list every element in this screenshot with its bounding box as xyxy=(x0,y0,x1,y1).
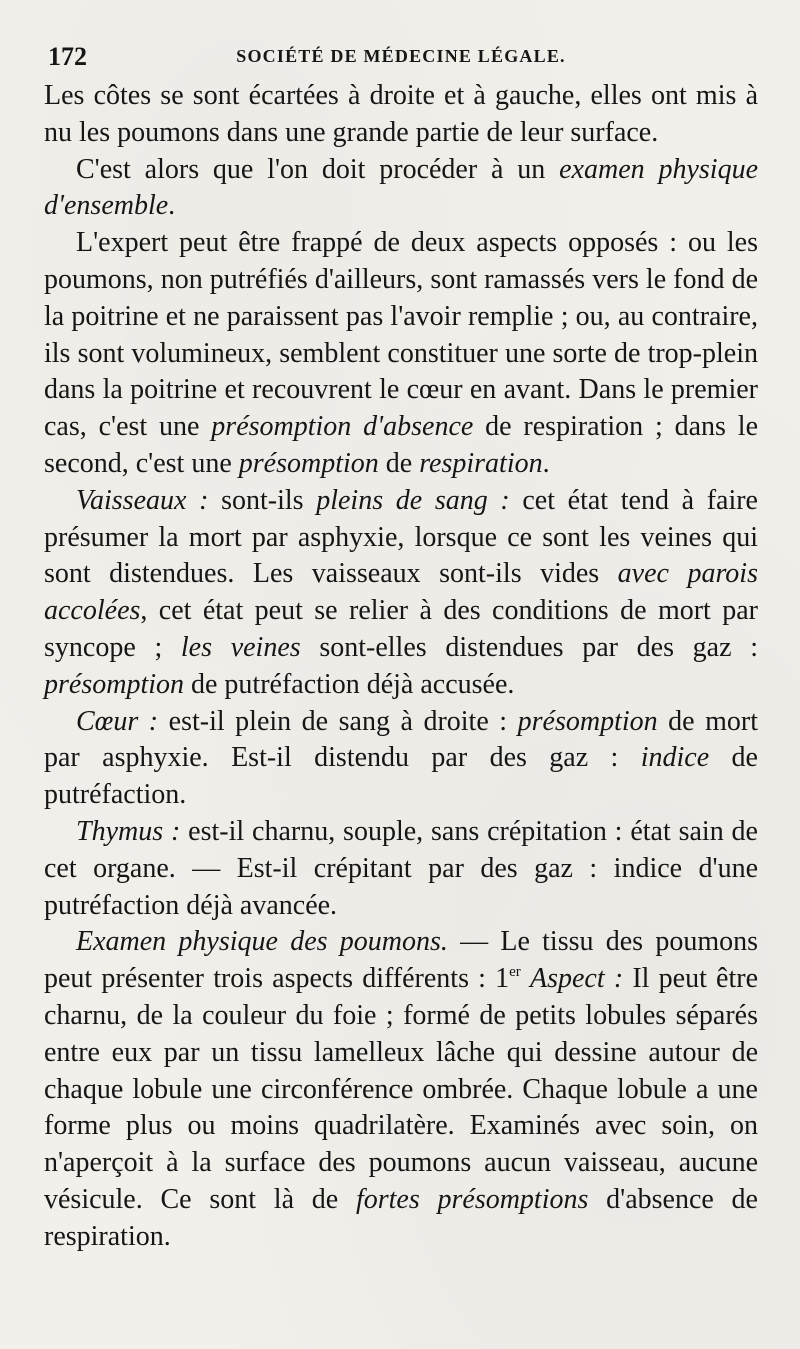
paragraph-thymus: Thymus : est-il charnu, souple, sans crépitation : état sain de cet organe. — Est-il crépitant par des gaz : indice d'une putréfaction déjà avancée. xyxy=(44,815,758,921)
page-number: 172 xyxy=(48,42,87,71)
paragraph-vaisseaux: Vaisseaux : sont-ils pleins de sang : cet état tend à faire présumer la mort par asphyxie, lorsque ce sont les veines qui sont distendues. Les vaisseaux sont-ils vides avec parois accolées, cet état peut se relier à des conditions de mort par syncope ; les veines sont-elles distendues par des gaz : présomption de putréfaction déjà accusée. xyxy=(44,484,758,700)
paragraph-examen-ensemble: C'est alors que l'on doit procéder à un examen physique d'ensemble. xyxy=(44,153,758,222)
paragraph-coeur: Cœur : est-il plein de sang à droite : présomption de mort par asphyxie. Est-il distendu par des gaz : indice de putréfaction. xyxy=(44,705,759,811)
paragraph-examen-poumons: Examen physique des poumons. — Le tissu des poumons peut présenter trois aspects différents : 1er Aspect : Il peut être charnu, de la couleur du foie ; formé de petits lobules séparés entre eux par un tissu lamelleux lâche qui dessine autour de chaque lobule une circonférence ombrée. Chaque lobule a une forme plus ou moins quadrilatère. Examinés avec soin, on n'aperçoit à la surface des poumons aucun vaisseau, aucune vésicule. Ce sont là de fortes présomptions d'absence de respiration. xyxy=(44,926,758,1252)
paragraph-ribs: Les côtes se sont écartées à droite et à gauche, elles ont mis à nu les poumons dans une grande partie de leur surface. xyxy=(44,80,758,148)
paragraph-aspects-opposes: L'expert peut être frappé de deux aspects opposés : ou les poumons, non putréfiés d'ailleurs, sont ramassés vers le fond de la poitrine et ne paraissent pas l'avoir remplie ; ou, au contraire, ils sont volumineux, semblent constituer une sorte de trop-plein dans la poitrine et recouvrent le cœur en avant. Dans le premier cas, c'est une présomption d'absence de respiration ; dans le second, c'est une présomption de respiration. xyxy=(44,227,758,479)
page-header xyxy=(44,38,758,78)
running-title: SOCIÉTÉ DE MÉDECINE LÉGALE. xyxy=(236,46,566,66)
